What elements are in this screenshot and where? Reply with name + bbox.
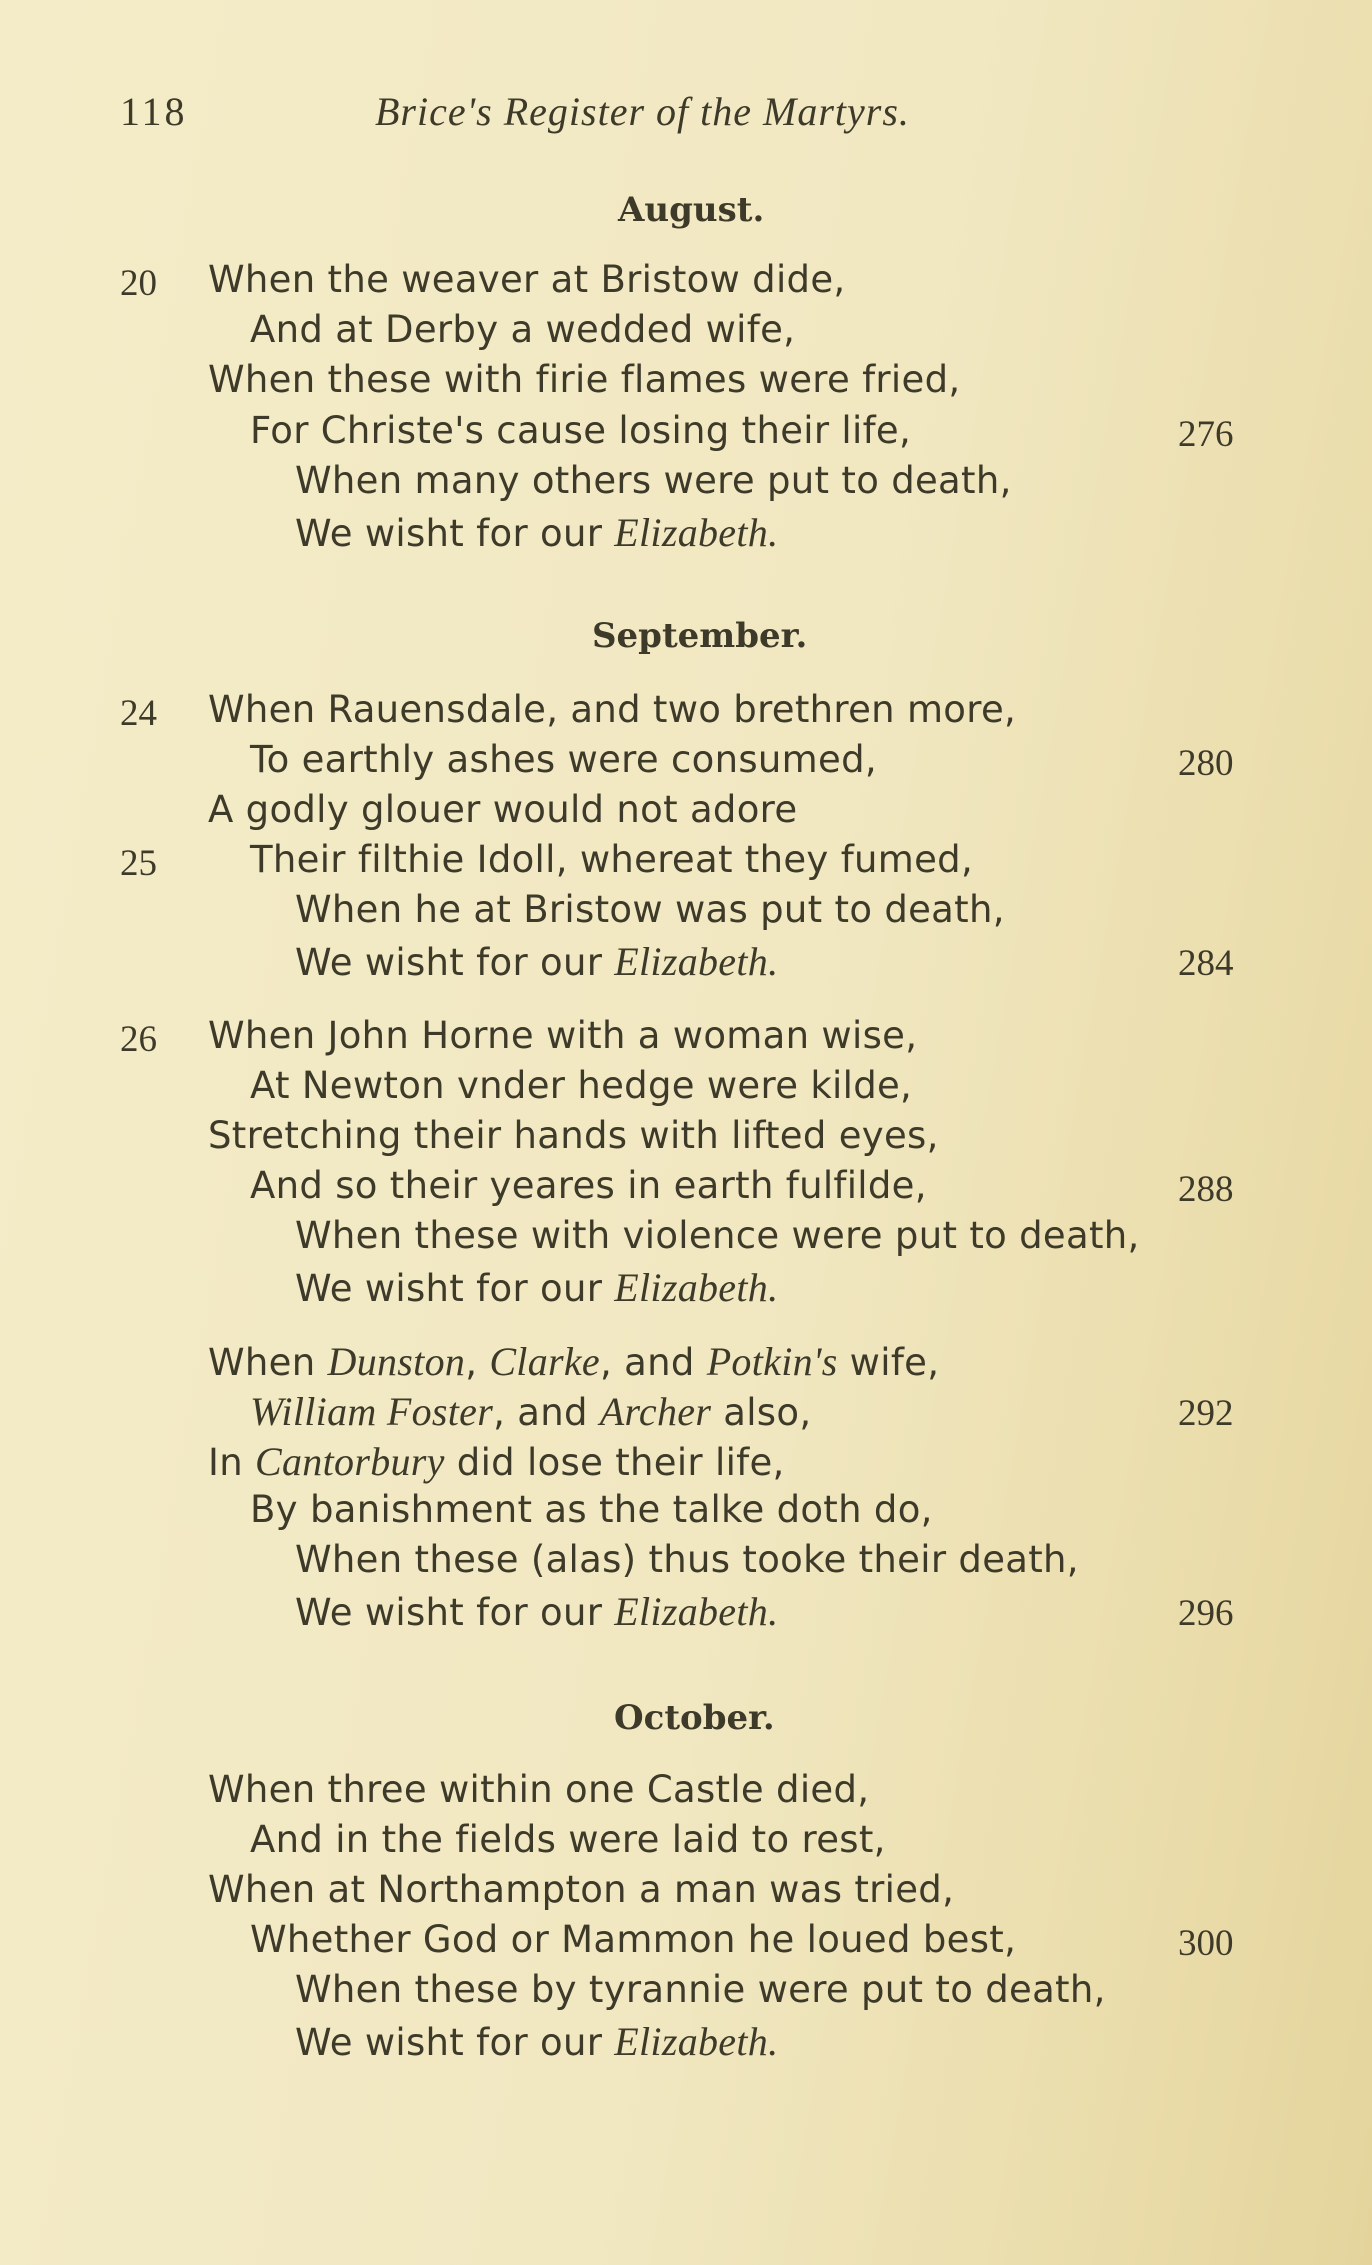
verse-line: And in the fields were laid to rest, — [250, 1818, 886, 1861]
verse-line: When three within one Castle died, — [208, 1768, 870, 1811]
running-title: Brice's Register of the Martyrs. — [375, 89, 910, 134]
verse-line: And at Derby a wedded wife, — [250, 308, 796, 351]
line-number: 276 — [1178, 414, 1234, 455]
verse-line: We wisht for our Elizabeth. — [295, 1589, 779, 1634]
month-heading-october: October. — [614, 1698, 775, 1738]
line-number: 288 — [1178, 1169, 1234, 1210]
verse-line: When Dunston, Clarke, and Potkin's wife, — [208, 1339, 940, 1384]
verse-line: For Christe's cause losing their life, — [250, 409, 912, 452]
date-marker: 20 — [120, 263, 157, 304]
verse-line: When these with firie flames were fried, — [208, 358, 961, 401]
line-number: 292 — [1178, 1393, 1234, 1434]
verse-line: When he at Bristow was put to death, — [295, 888, 1005, 931]
verse-line: Their filthie Idoll, whereat they fumed, — [250, 838, 974, 881]
line-number: 300 — [1178, 1923, 1234, 1964]
verse-line: And so their yeares in earth fulfilde, — [250, 1164, 927, 1207]
verse-line: By banishment as the talke doth do, — [250, 1488, 933, 1531]
verse-line: We wisht for our Elizabeth. — [295, 510, 779, 555]
verse-line: In Cantorbury did lose their life, — [208, 1439, 785, 1484]
month-heading-august: August. — [618, 190, 765, 230]
verse-line: We wisht for our Elizabeth. — [295, 2019, 779, 2064]
line-number: 284 — [1178, 943, 1234, 984]
verse-line: When these (alas) thus tooke their death, — [295, 1538, 1079, 1581]
line-number: 280 — [1178, 743, 1234, 784]
verse-line: When these with violence were put to death, — [295, 1214, 1140, 1257]
verse-line: At Newton vnder hedge were kilde, — [250, 1064, 913, 1107]
verse-line: When John Horne with a woman wise, — [208, 1014, 918, 1057]
verse-line: We wisht for our Elizabeth. — [295, 939, 779, 984]
verse-line: When the weaver at Bristow dide, — [208, 258, 846, 301]
verse-line: Stretching their hands with lifted eyes, — [208, 1114, 939, 1157]
verse-line: Whether God or Mammon he loued best, — [250, 1918, 1017, 1961]
date-marker: 25 — [120, 843, 157, 884]
month-heading-september: September. — [592, 616, 808, 656]
page-number: 118 — [120, 89, 188, 134]
line-number: 296 — [1178, 1593, 1234, 1634]
verse-line: To earthly ashes were consumed, — [250, 738, 877, 781]
verse-line: When Rauensdale, and two brethren more, — [208, 688, 1017, 731]
verse-line: When these by tyrannie were put to death, — [295, 1968, 1106, 2011]
date-marker: 24 — [120, 693, 157, 734]
verse-line: When many others were put to death, — [295, 459, 1012, 502]
verse-line: We wisht for our Elizabeth. — [295, 1265, 779, 1310]
date-marker: 26 — [120, 1019, 157, 1060]
verse-line: William Foster, and Archer also, — [250, 1389, 812, 1434]
verse-line: A godly glouer would not adore — [208, 788, 798, 831]
verse-line: When at Northampton a man was tried, — [208, 1868, 955, 1911]
